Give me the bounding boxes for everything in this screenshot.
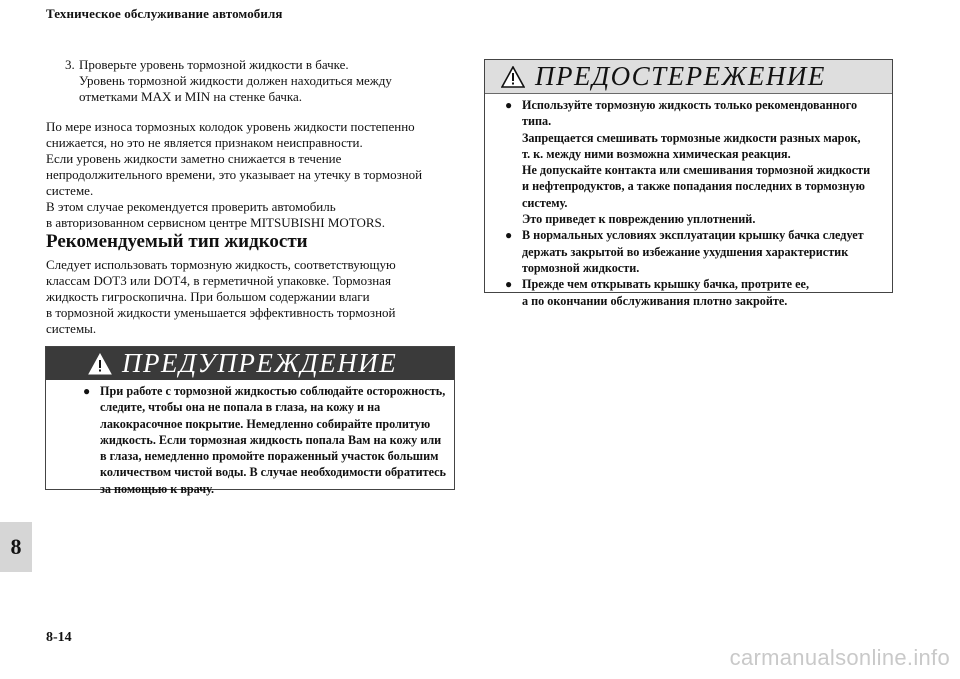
text-line: в тормозной жидкости уменьшается эффективность тормозной — [46, 305, 396, 320]
caution-item — [505, 276, 892, 309]
caution-line: тормозной жидкости. — [522, 260, 640, 275]
page-number: 8-14 — [46, 630, 72, 645]
text-line: непродолжительного времени, это указывает на утечку в тормозной — [46, 167, 423, 182]
caution-line: Это приведет к повреждению уплотнений. — [522, 212, 756, 227]
step-line: Проверьте уровень тормозной жидкости в бачке. — [79, 57, 349, 72]
warning-triangle-icon — [88, 353, 112, 375]
caution-line: Запрещается смешивать тормозные жидкости разных марок, — [522, 130, 861, 145]
section-heading: Рекомендуемый тип жидкости — [46, 231, 308, 252]
caution-line: Не допускайте контакта или смешивания тормозной жидкости — [522, 163, 871, 178]
caution-line: Используйте тормозную жидкость только рекомендованного — [522, 98, 858, 112]
bullet-icon: ● — [505, 98, 513, 112]
running-header: Техническое обслуживание автомобиля — [46, 6, 283, 21]
chapter-tab — [0, 522, 32, 572]
warning-line: лакокрасочное покрытие. Немедленно собирайте пролитую — [100, 416, 431, 431]
caution-line: а по окончании обслуживания плотно закройте. — [522, 293, 788, 308]
step-3 — [65, 57, 445, 105]
text-line: В этом случае рекомендуется проверить автомобиль — [46, 199, 336, 214]
step-line: Уровень тормозной жидкости должен находиться между — [79, 73, 392, 88]
text-line: Следует использовать тормозную жидкость, соответствующую — [46, 257, 396, 272]
step-line: отметками MAX и MIN на стенке бачка. — [79, 89, 303, 104]
caution-line: типа. — [522, 114, 552, 129]
caution-item — [505, 97, 892, 227]
caution-line: В нормальных условиях эксплуатации крышку бачка следует — [522, 228, 864, 243]
warning-line: При работе с тормозной жидкостью соблюдайте осторожность, — [100, 384, 446, 398]
caution-box — [484, 59, 893, 308]
text-line: классам DOT3 или DOT4, в герметичной упаковке. Тормозная — [46, 273, 391, 288]
text-line: По мере износа тормозных колодок уровень жидкости постепенно — [46, 119, 415, 134]
text-line: Если уровень жидкости заметно снижается в течение — [46, 151, 342, 166]
wear-paragraph — [46, 119, 456, 231]
warning-line: количеством чистой воды. В случае необходимости обратитесь — [100, 465, 447, 480]
text-line: системе. — [46, 183, 94, 198]
warning-line: жидкость. Если тормозная жидкость попала Вам на кожу или — [100, 432, 442, 447]
warning-box — [45, 346, 455, 496]
step-number: 3. — [65, 57, 75, 72]
text-line: жидкость гигроскопична. При большом содержании влаги — [46, 289, 370, 304]
fluid-type-paragraph — [46, 257, 456, 337]
caution-line: и нефтепродуктов, а также попадания последних в тормозную — [522, 179, 865, 194]
warning-line: в глаза, немедленно промойте пораженный участок большим — [100, 449, 439, 464]
warning-triangle-icon — [501, 66, 525, 88]
warning-line: следите, чтобы она не попала в глаза, на кожу и на — [100, 400, 381, 415]
caution-list — [485, 94, 892, 309]
bullet-icon: ● — [83, 384, 91, 398]
warning-title-bar — [46, 347, 454, 380]
chapter-number: 8 — [10, 534, 22, 559]
caution-line: т. к. между ними возможна химическая реакция. — [522, 146, 791, 161]
bullet-icon: ● — [505, 277, 513, 292]
text-line: системы. — [46, 321, 97, 336]
caution-title: ПРЕДОСТЕРЕЖЕНИЕ — [535, 61, 826, 91]
text-line: снижается, но это не является признаком неисправности. — [46, 135, 363, 150]
caution-item — [505, 227, 892, 276]
warning-line: за помощью к врачу. — [100, 481, 215, 496]
caution-line: систему. — [522, 195, 568, 210]
caution-title-bar — [485, 60, 892, 94]
text-line: в авторизованном сервисном центре MITSUBISHI MOTORS. — [46, 215, 386, 230]
warning-list — [46, 380, 454, 497]
watermark: carmanualsonline.info — [729, 645, 950, 670]
caution-line: держать закрытой во избежание ухудшения характеристик — [522, 244, 849, 259]
warning-item — [83, 383, 454, 497]
caution-line: Прежде чем открывать крышку бачка, протрите ее, — [522, 277, 809, 292]
bullet-icon: ● — [505, 228, 513, 243]
warning-title: ПРЕДУПРЕЖДЕНИЕ — [122, 348, 398, 378]
